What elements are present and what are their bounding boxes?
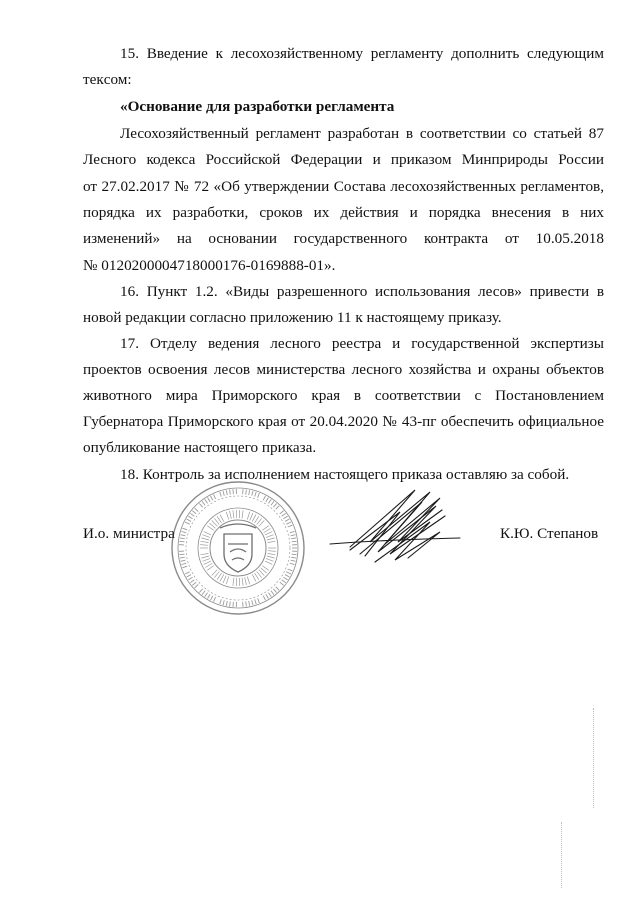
- basis-line-3: от 27.02.2017 № 72 «Об утверждении Состава лесохозяйственных регламентов,: [83, 178, 604, 195]
- official-seal-stamp: [168, 478, 308, 618]
- paragraph-16-line-2: новой редакции согласно приложению 11 к настоящему приказу.: [83, 309, 502, 326]
- paragraph-15-line-1: 15. Введение к лесохозяйственному регламенту дополнить следующим: [120, 45, 604, 62]
- basis-line-2: Лесного кодекса Российской Федерации и приказом Минприроды России: [83, 151, 604, 168]
- paragraph-17-line-5: опубликование настоящего приказа.: [83, 439, 317, 456]
- section-heading: «Основание для разработки регламента: [120, 98, 395, 115]
- paragraph-16-line-1: 16. Пункт 1.2. «Виды разрешенного использования лесов» привести в: [120, 283, 604, 300]
- basis-line-4: порядка их разработки, сроков их действия и порядка внесения в них: [83, 204, 604, 221]
- paragraph-17-line-3: животного мира Приморского края в соответствии с Постановлением: [83, 387, 604, 404]
- margin-scan-mark-lower: [561, 822, 563, 888]
- basis-line-5: изменений» на основании государственного контракта от 10.05.2018: [83, 230, 604, 247]
- paragraph-18: 18. Контроль за исполнением настоящего приказа оставляю за собой.: [120, 466, 570, 483]
- signatory-name: К.Ю. Степанов: [500, 525, 599, 542]
- paragraph-15-line-2: текcом:: [83, 71, 132, 88]
- paragraph-17-line-2: проектов освоения лесов министерства лесного хозяйства и охраны объектов: [83, 361, 604, 378]
- handwritten-signature: [290, 472, 490, 592]
- signatory-position: И.о. министра: [83, 525, 175, 542]
- basis-line-6: № 0120200004718000176-0169888-01».: [83, 257, 336, 274]
- basis-line-1: Лесохозяйственный регламент разработан в соответствии со статьей 87: [120, 125, 604, 142]
- margin-scan-mark: [593, 708, 595, 808]
- paragraph-17-line-4: Губернатора Приморского края от 20.04.2020 № 43-пг обеспечить официальное: [83, 413, 604, 430]
- paragraph-17-line-1: 17. Отделу ведения лесного реестра и государственной экспертизы: [120, 335, 604, 352]
